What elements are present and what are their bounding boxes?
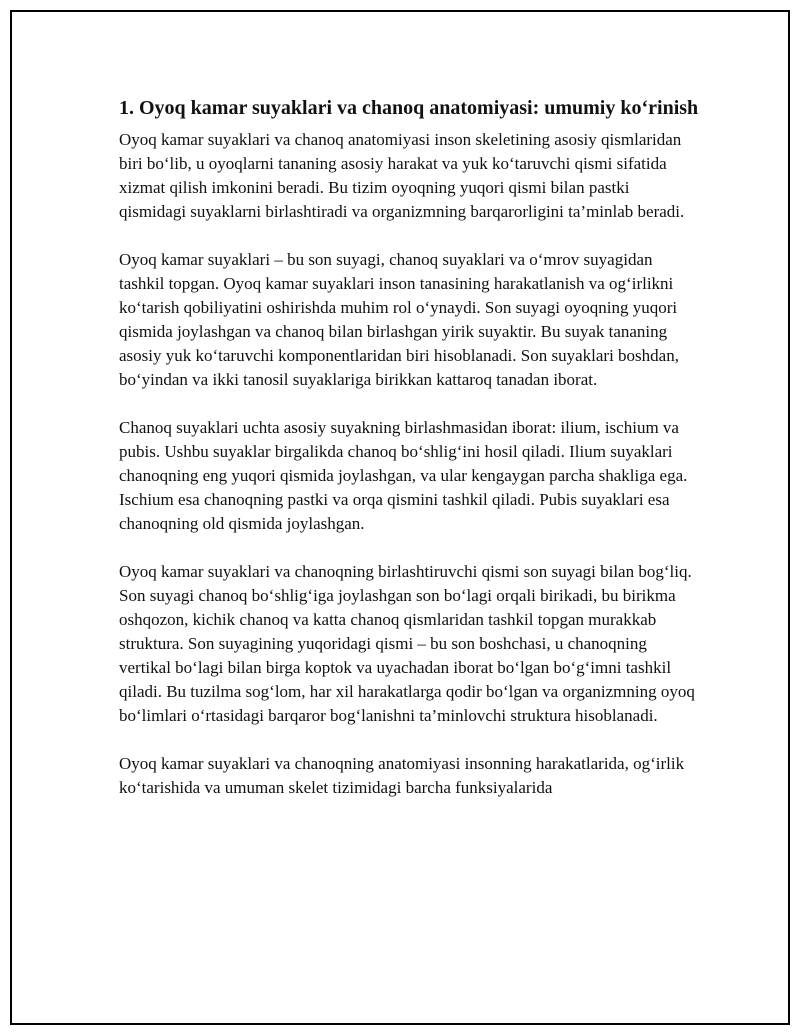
paragraph-2: Oyoq kamar suyaklari – bu son suyagi, chanoq suyaklari va o‘mrov suyagidan tashkil topgan. Oyoq kamar suyaklari inson tanasining harakatlanish va og‘irlikni ko‘tarish qobiliyatini oshirishda muhim rol o‘ynaydi. Son suyagi oyoqning yuqori qismida joylashgan va chanoq bilan birlashgan yirik suyaktir. Bu suyak tananing asosiy yuk ko‘taruvchi komponentlaridan biri hisoblanadi. Son suyaklari boshdan, bo‘yindan va ikki tanosil suyaklariga birikkan kattaroq tanadan iborat.	[119, 250, 679, 389]
paragraph-4: Oyoq kamar suyaklari va chanoqning birlashtiruvchi qismi son suyagi bilan bog‘liq. Son suyagi chanoq bo‘shlig‘iga joylashgan son bo‘lagi orqali birikadi, bu birikma oshqozon, kichik chanoq va katta chanoq qismlaridan tashkil topgan murakkab struktura. Son suyagining yuqoridagi qismi – bu son boshchasi, u chanoqning vertikal bo‘lagi bilan birga koptok va uyachadan iborat bo‘lgan bo‘g‘imni tashkil qiladi. Bu tuzilma sog‘lom, har xil harakatlarga qodir bo‘lgan va organizmning oyoq bo‘limlari o‘rtasidagi barqaror bog‘lanishni ta’minlovchi struktura hisoblanadi.	[119, 562, 695, 725]
paragraph-1: Oyoq kamar suyaklari va chanoq anatomiyasi inson skeletining asosiy qismlaridan biri bo‘lib, u oyoqlarni tananing asosiy harakat va yuk ko‘taruvchi qismi sifatida xizmat qilish imkonini beradi. Bu tizim oyoqning yuqori qismi bilan pastki qismidagi suyaklarni birlashtiradi va organizmning barqarorligini ta’minlab beradi.	[119, 130, 685, 221]
document-page	[10, 10, 790, 1025]
document-content	[119, 94, 699, 824]
paragraph-5: Oyoq kamar suyaklari va chanoqning anatomiyasi insonning harakatlarida, og‘irlik ko‘tarishida va umuman skelet tizimidagi barcha funksiyalarida	[119, 754, 685, 797]
section-heading: 1. Oyoq kamar suyaklari va chanoq anatomiyasi: umumiy ko‘rinish	[119, 97, 699, 119]
paragraph-3: Chanoq suyaklari uchta asosiy suyakning birlashmasidan iborat: ilium, ischium va pubis. Ushbu suyaklar birgalikda chanoq bo‘shlig‘ini hosil qiladi. Ilium suyaklari chanoqning eng yuqori qismida joylashgan, va ular kengaygan parcha shakliga ega. Ischium esa chanoqning pastki va orqa qismini tashkil qiladi. Pubis suyaklari esa chanoqning old qismida joylashgan.	[119, 418, 688, 533]
